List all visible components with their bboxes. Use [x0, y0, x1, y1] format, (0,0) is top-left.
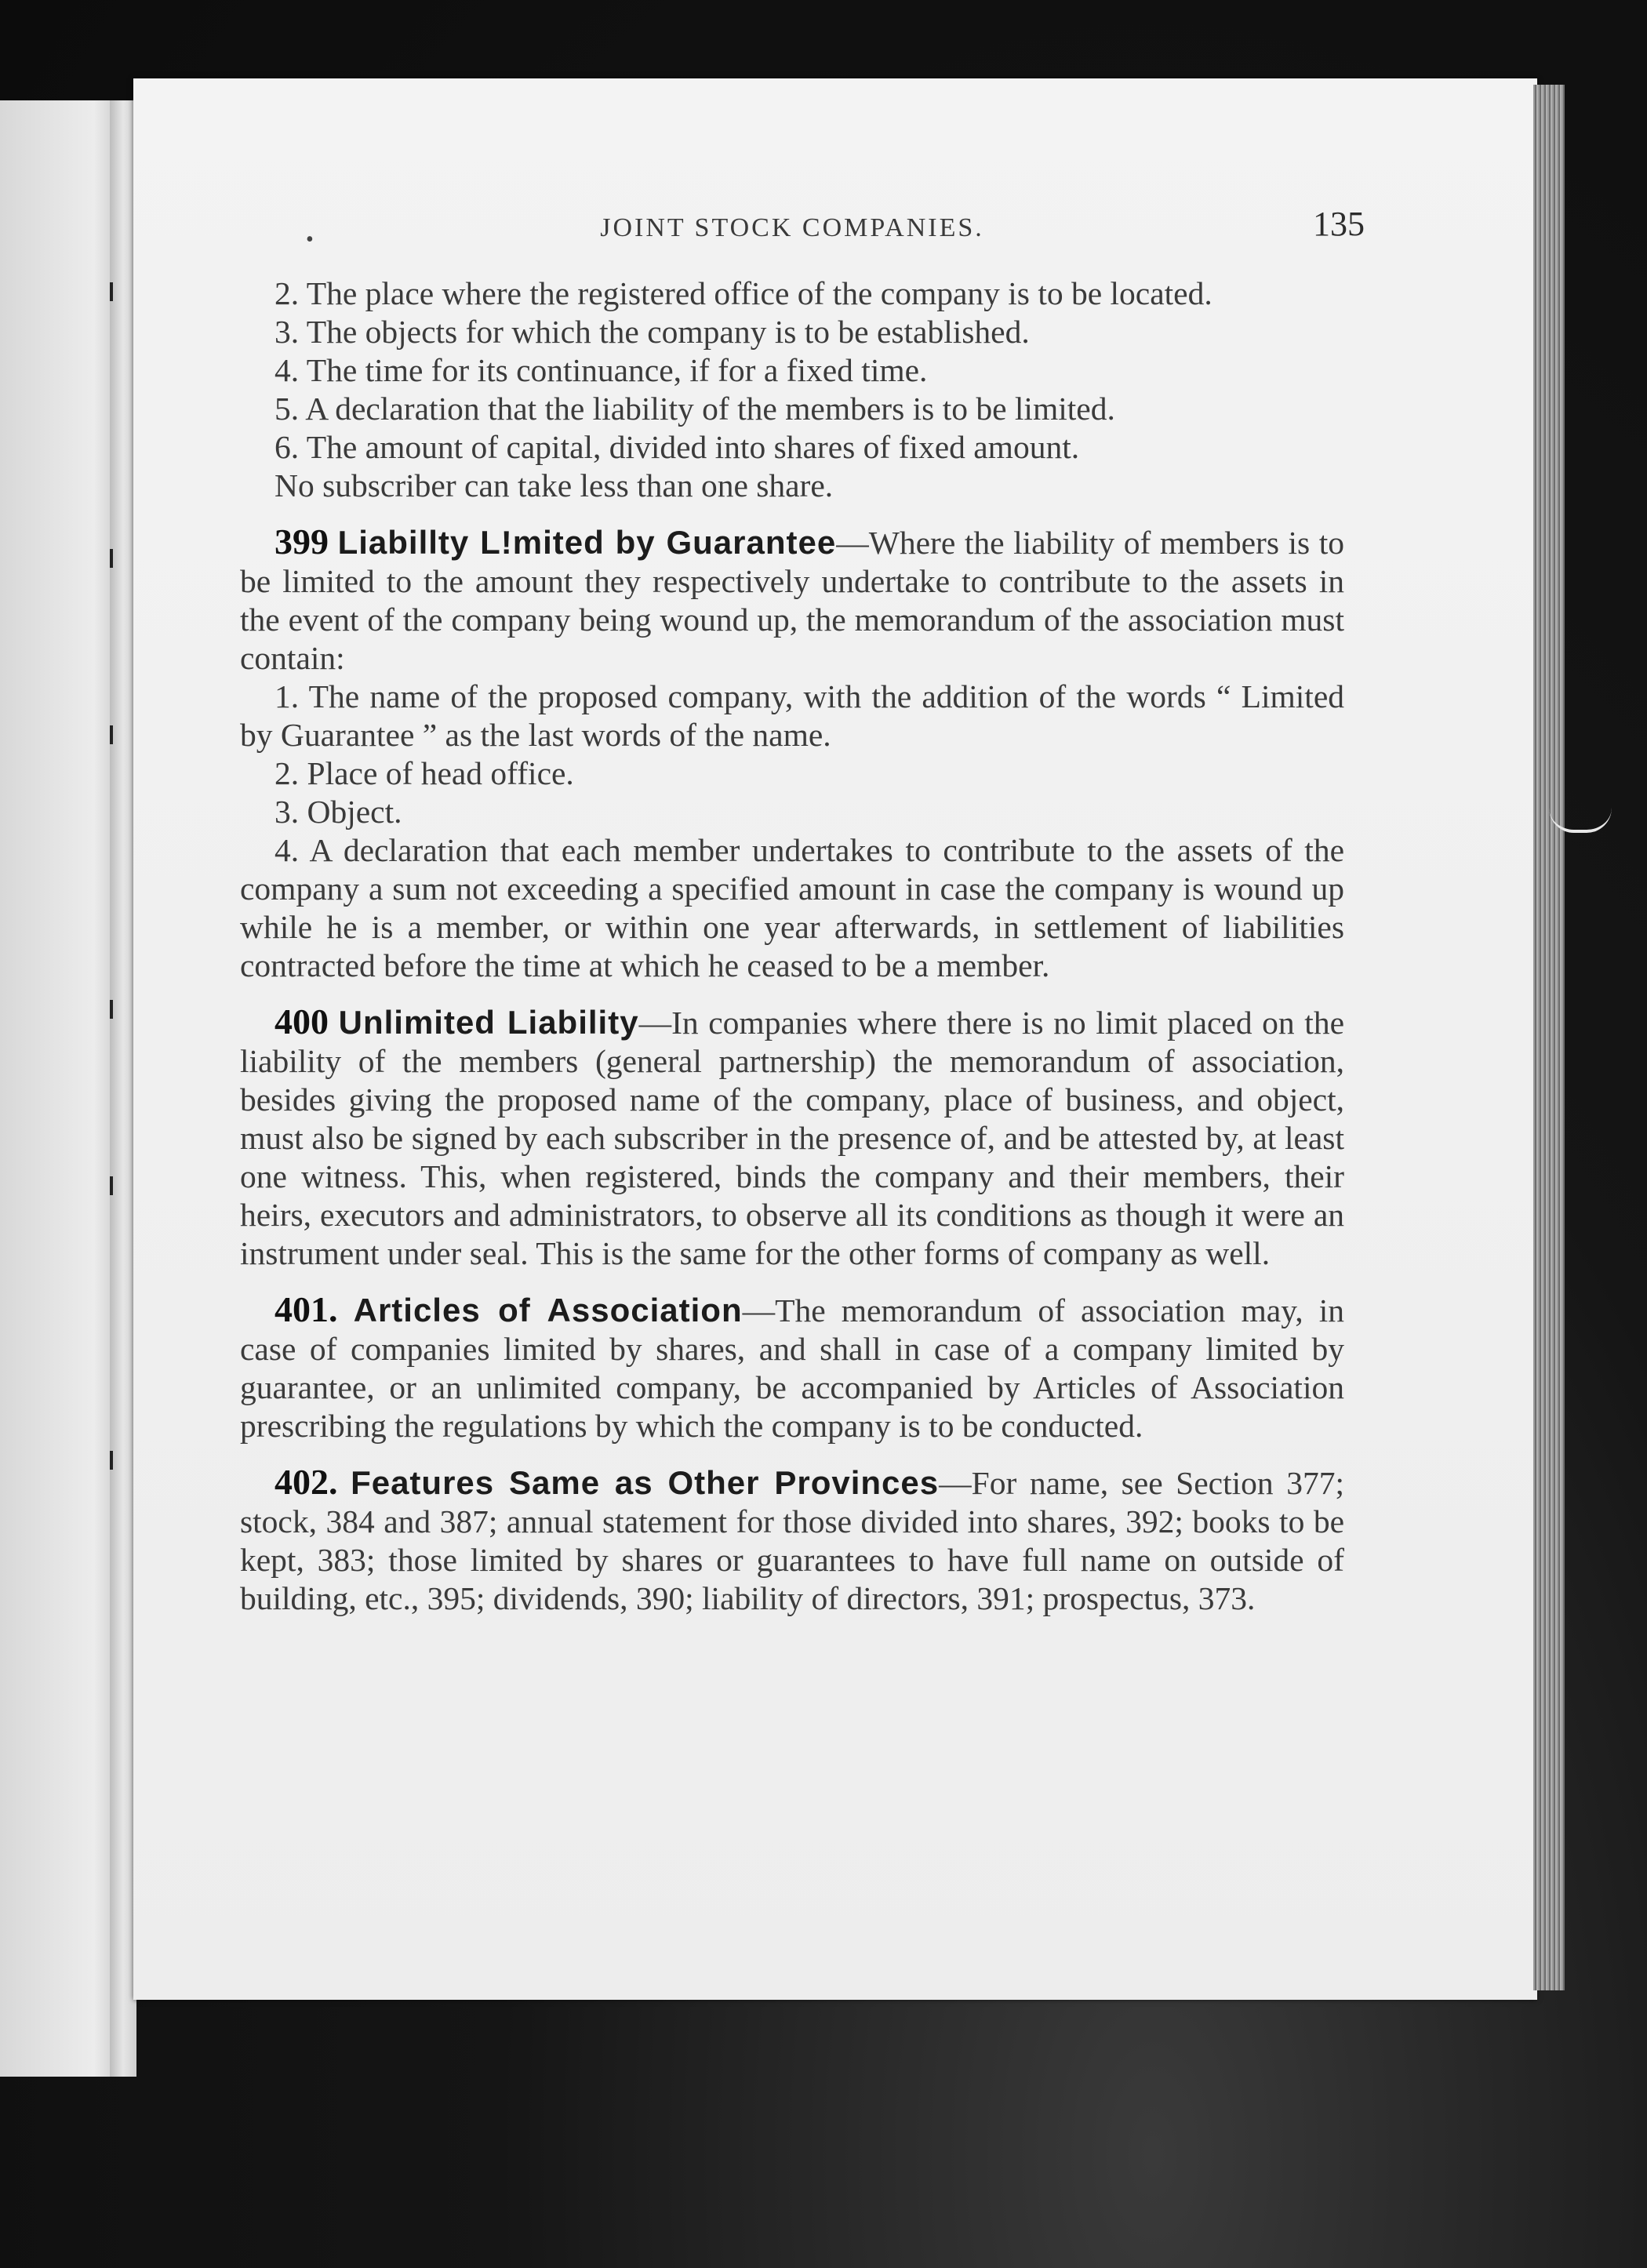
margin-mark	[110, 1000, 113, 1019]
list-item: 6. The amount of capital, divided into shares of fixed amount.	[274, 429, 1080, 465]
list-item: 5. A declaration that the liability of the members is to be limited.	[274, 391, 1115, 427]
section-400	[240, 1002, 1344, 1273]
page-header	[235, 204, 1365, 259]
margin-mark	[110, 549, 113, 568]
margin-mark	[110, 282, 113, 301]
running-head: JOINT STOCK COMPANIES.	[600, 213, 984, 242]
section-number: 400	[274, 1001, 329, 1041]
section-text: —In companies where there is no limit placed on the liability of the members (general partnership) the memorandum of association, besides giving the proposed name of the company, place of business, and object, must also be signed by each subscriber in the presence of, and be attested by, at least one witness. This, when registered, binds the company and their members, their heirs, executors and administrators, to observe all its conditions as though it were an instrument under seal. This is the same for the other forms of company as well.	[240, 1005, 1344, 1271]
section-text: —Where the liability of members is to be limited to the amount they respectively undertake to contribute to the assets in the event of the company being wound up, the memorandum of the association must contain:	[240, 525, 1345, 676]
list-item: 3. The objects for which the company is to be established.	[274, 314, 1030, 350]
list-item: 4. The time for its continuance, if for a fixed time.	[274, 352, 928, 388]
margin-mark	[110, 1451, 113, 1470]
page-number: 135	[1313, 205, 1365, 243]
list-item: 2. Place of head office.	[274, 755, 574, 791]
book-gutter	[110, 100, 136, 2077]
list-item: 3. Object.	[274, 794, 402, 830]
section-title: Unlimited Liability	[338, 1004, 639, 1041]
section-number: 401.	[274, 1289, 338, 1329]
margin-mark	[110, 725, 113, 744]
section-399	[240, 522, 1344, 678]
section-title: Liabillty L!mited by Guarantee	[337, 524, 837, 561]
list-item: 1. The name of the proposed company, with the addition of the words “ Limited by Guarantee ” as the last words of the name.	[240, 678, 1344, 753]
section-title: Features Same as Other Provinces	[351, 1464, 940, 1501]
page-body	[240, 274, 1344, 1618]
section-text: —For name, see Section 377; stock, 384 and 387; annual statement for those divided into shares, 392; books to be kept, 383; those limited by shares or guarantees to have full name on outside of building, etc., 395; dividends, 390; liability of directors, 391; prospectus, 373.	[240, 1465, 1344, 1616]
list-item: No subscriber can take less than one share.	[274, 467, 834, 503]
section-number: 402.	[274, 1462, 338, 1502]
section-text: —The memorandum of association may, in case of companies limited by shares, and shall in case of a company limited by guarantee, or an unlimited company, be accompanied by Articles of Association prescribing the regulations by which the company is to be conducted.	[240, 1292, 1344, 1444]
page-stack-edge	[1533, 85, 1565, 1990]
section-402	[240, 1463, 1344, 1618]
list-item: 2. The place where the registered office of the company is to be located.	[274, 275, 1213, 311]
header-dot: •	[306, 227, 314, 252]
facing-page-edge	[0, 100, 118, 2077]
list-item: 4. A declaration that each member undertakes to contribute to the assets of the company a sum not exceeding a specified amount in case the company is wound up while he is a member, or within one year afterwards, in settlement of liabilities contracted before the time at which he ceased to be a member.	[240, 832, 1344, 983]
section-title: Articles of Association	[353, 1292, 743, 1328]
section-number: 399	[274, 522, 329, 562]
margin-mark	[110, 1176, 113, 1195]
section-401	[240, 1290, 1344, 1445]
